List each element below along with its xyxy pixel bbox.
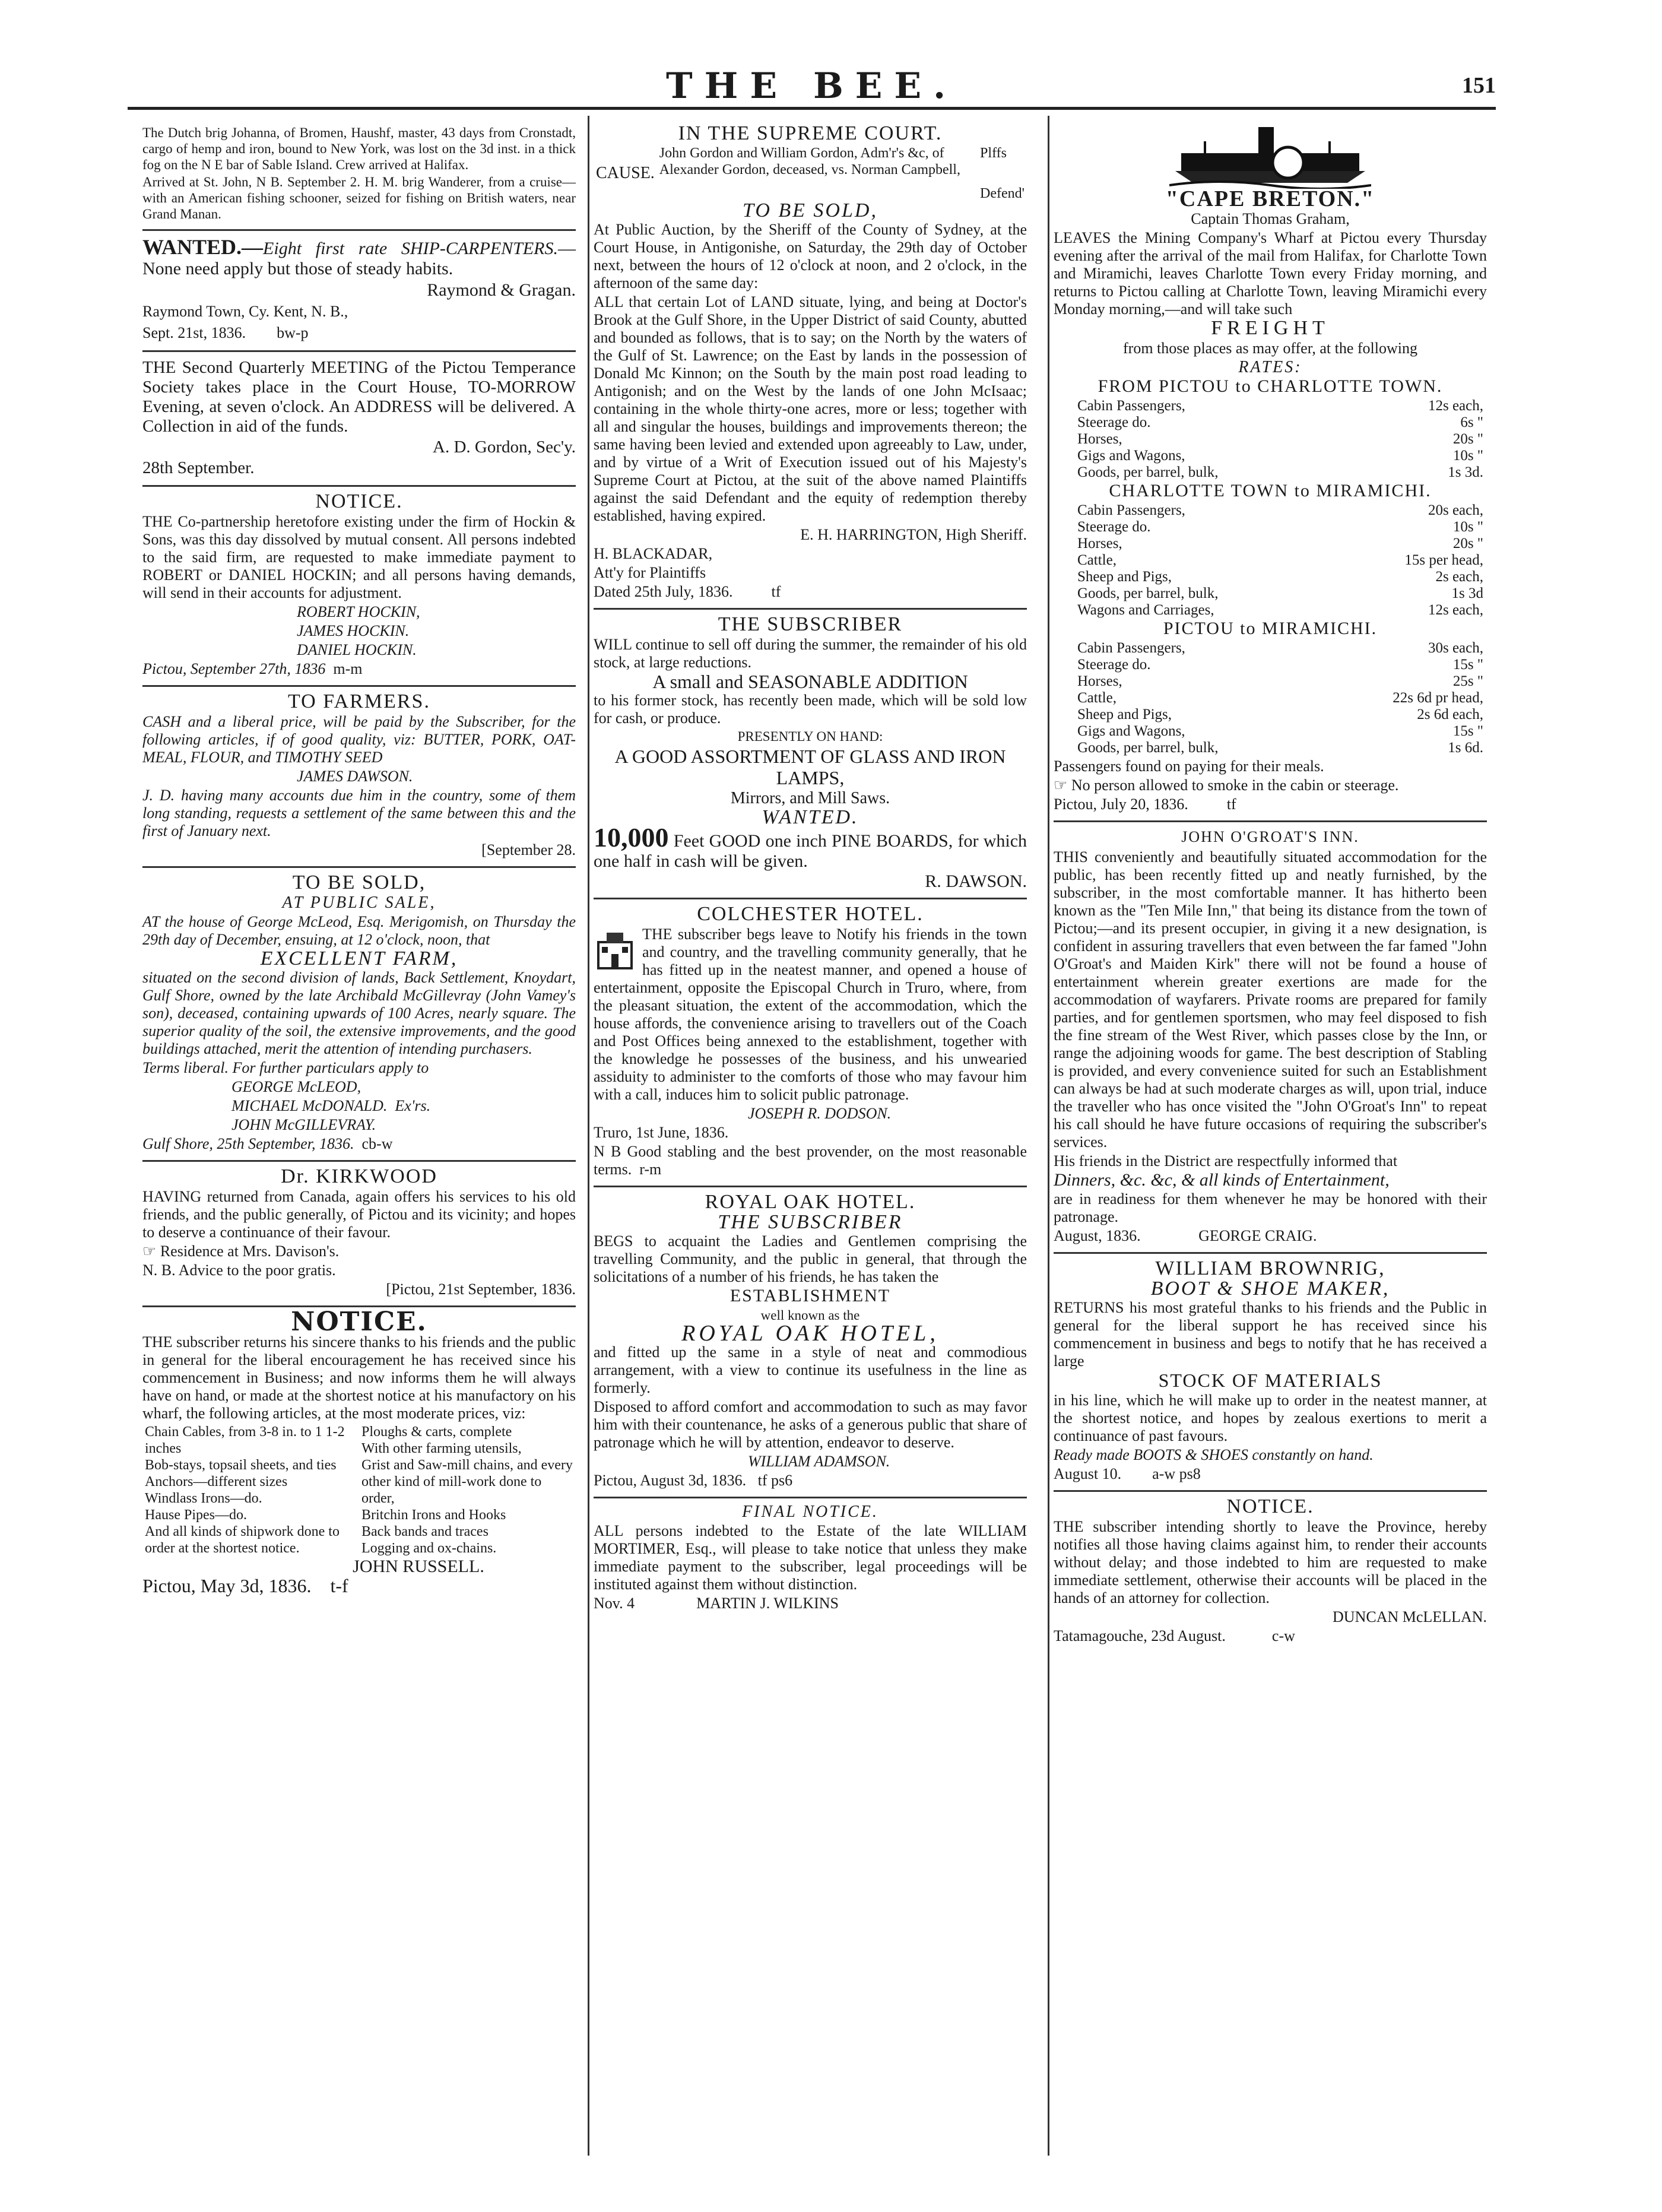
ad-body: HAVING returned from Canada, again offers his services to his old friends, and the public generally, of Pictou and its vicinity; and hopes to deserve a continuance of their favour. <box>142 1188 576 1241</box>
rate-item: Steerage do. <box>1077 414 1151 430</box>
ad-found: Passengers found on paying for their meals. <box>1054 758 1324 775</box>
rate-price: 12s each, <box>1428 602 1483 618</box>
ad-signature: ROBERT HOCKIN, <box>297 603 420 620</box>
ad-body: THE subscriber intending shortly to leave the Province, hereby notifies all those having claims against him, to render their accounts without delay; and those indebted to him are requested to make immediate settlement, otherwise their accounts will be placed in the hands of an attorney for collection. <box>1054 1518 1487 1606</box>
ad-date: 28th September. <box>142 458 255 477</box>
ad-mark: tf <box>771 583 781 600</box>
ad-rates: RATES: <box>1238 358 1302 376</box>
ad-heading: WILLIAM BROWNRIG, <box>1155 1257 1385 1279</box>
rate-row <box>1054 414 1487 431</box>
ad-attorney: H. BLACKADAR, <box>594 545 713 562</box>
ad-heading: Dr. KIRKWOOD <box>281 1165 437 1187</box>
ad-body: WILL continue to sell off during the summer, the remainder of his old stock, at large reductions. <box>594 636 1027 671</box>
rate-row <box>1054 673 1487 690</box>
ad-known: well known as the <box>760 1308 860 1323</box>
ad-subheading: TO BE SOLD, <box>743 199 878 221</box>
ad-signature: MARTIN J. WILKINS <box>696 1595 839 1612</box>
ad-body: Feet GOOD one inch PINE BOARDS, for which one half in cash will be given. <box>594 831 1027 871</box>
column-middle <box>594 119 1027 1620</box>
rate-row <box>1054 535 1487 552</box>
ad-colchester-hotel <box>594 899 1027 1187</box>
rate-item: Horses, <box>1077 431 1122 447</box>
column-left <box>142 119 576 1602</box>
ad-brownrig <box>1054 1254 1487 1492</box>
list-item: Hause Pipes—do. <box>145 1507 247 1523</box>
ad-body: are in readiness for them whenever he may be honored with their patronage. <box>1054 1190 1487 1225</box>
rate-row <box>1054 640 1487 657</box>
ad-heading: IN THE SUPREME COURT. <box>678 122 943 144</box>
rate-row <box>1054 690 1487 706</box>
steamship-icon <box>1169 123 1371 189</box>
ad-wanted-carpenters <box>142 231 576 352</box>
ad-mark: cb-w <box>361 1135 393 1152</box>
ad-signature: R. DAWSON. <box>925 872 1027 891</box>
rate-price: 30s each, <box>1428 640 1483 656</box>
ad-mark: r-m <box>639 1161 662 1178</box>
route-heading: FROM PICTOU to CHARLOTTE TOWN. <box>1098 376 1443 396</box>
ad-signature: A. D. Gordon, Sec'y. <box>433 438 576 457</box>
ad-mark: m-m <box>333 660 363 677</box>
ad-body: RETURNS his most grateful thanks to his friends and the Public in general for the liberal support he has received since his commencement in business and begs to notify that he has received a large <box>1054 1299 1487 1370</box>
rate-item: Steerage do. <box>1077 657 1151 673</box>
pointing-hand-icon: ☞ <box>1054 777 1068 794</box>
ad-mark: bw-p <box>277 324 309 341</box>
ad-stock: STOCK OF MATERIALS <box>1158 1370 1382 1391</box>
rate-price: 20s " <box>1452 431 1483 447</box>
ad-john-ogroats-inn <box>1054 822 1487 1254</box>
ad-body: THE Second Quarterly MEETING of the Pictou Temperance Society takes place in the Court House, TO-MORROW Evening, at seven o'clock. An ADDRESS will be delivered. A Collection in aid of the funds. <box>142 358 576 436</box>
rate-item: Goods, per barrel, bulk, <box>1077 585 1219 601</box>
rate-row <box>1054 431 1487 448</box>
list-item: And all kinds of shipwork done to order at the shortest notice. <box>145 1524 340 1556</box>
ad-attorney: Att'y for Plaintiffs <box>594 564 706 581</box>
ad-body: THE subscriber returns his sincere thanks to his friends and the public in general for the liberal encouragement he has received since his commencement in Business; and now informs them he will always have on hand, or made at the shortest notice at his manufactory on his wharf, the following articles, at the most moderate prices, viz: <box>142 1333 576 1422</box>
rate-item: Cattle, <box>1077 690 1117 706</box>
news-item: The Dutch brig Johanna, of Bromen, Haushf, master, 43 days from Cronstadt, cargo of hemp and iron, bound to New York, was lost on the 3d inst. in a thick fog on the N E bar of Sable Island. Crew arrived at Halifax. <box>142 125 576 172</box>
ad-hockin-notice <box>142 487 576 687</box>
list-item: With other farming utensils, <box>361 1441 522 1456</box>
ad-signature: DANIEL HOCKIN. <box>297 641 417 658</box>
ad-heading: COLCHESTER HOTEL. <box>697 903 924 925</box>
ad-date: Dated 25th July, 1836. <box>594 583 733 600</box>
ad-heading: NOTICE. <box>291 1307 427 1337</box>
rates-table <box>1054 398 1487 481</box>
ad-body: BEGS to acquaint the Ladies and Gentlemen comprising the travelling Community, and the public in general, that through the solicitations of a number of his friends, he has taken the <box>594 1232 1027 1285</box>
ad-date: Truro, 1st June, 1836. <box>594 1124 729 1141</box>
ad-date: Pictou, August 3d, 1836. <box>594 1472 747 1489</box>
rate-price: 2s 6d each, <box>1417 706 1483 722</box>
ad-heading: "CAPE BRETON." <box>1165 186 1375 211</box>
ad-dinners: Dinners, &c. &c, & all kinds of Entertainment, <box>1054 1170 1390 1190</box>
ad-body: situated on the second division of lands, Back Settlement, Knoydart, Gulf Shore, owned by the late Archibald McGillevray (John Vamey's son), deceased, containing upwards of 100 Acres, nearly square. The superior quality of the soil, the extensive improvements, and the good buildings attached, merit the attention of intending purchasers. <box>142 969 576 1057</box>
ad-mirrors: Mirrors, and Mill Saws. <box>730 789 890 807</box>
column-rule <box>588 116 589 2156</box>
shipping-news <box>142 119 576 231</box>
ad-signature: GEORGE CRAIG. <box>1198 1227 1317 1244</box>
list-item: Anchors—different sizes <box>145 1474 288 1490</box>
ad-smoke: No person allowed to smoke in the cabin or steerage. <box>1071 777 1399 794</box>
ad-royal-oak-hotel <box>594 1187 1027 1498</box>
ad-signature: MICHAEL McDONALD. <box>231 1097 388 1114</box>
ad-terms: Terms liberal. For further particulars apply to <box>142 1059 429 1076</box>
list-item: Windlass Irons—do. <box>145 1491 262 1506</box>
pointing-hand-icon: ☞ <box>142 1243 157 1260</box>
ad-heading: FINAL NOTICE. <box>742 1503 878 1521</box>
ad-nb: N. B. Advice to the poor gratis. <box>142 1262 336 1279</box>
ad-body: J. D. having many accounts due him in the country, some of them long standing, requests a settlement of the same between this and the first of January next. <box>142 787 576 839</box>
rate-price: 20s each, <box>1428 502 1483 518</box>
ad-body: and fitted up the same in a style of neat and commodious arrangement, with a view to continue its usefulness in the line as formerly. <box>594 1343 1027 1396</box>
rate-item: Steerage do. <box>1077 519 1151 535</box>
ad-freight: FREIGHT <box>1211 317 1330 339</box>
ad-body: ALL persons indebted to the Estate of the late WILLIAM MORTIMER, Esq., will please to take notice that unless they make immediate payment to the subscriber, legal proceedings will be instituted against them without distinction. <box>594 1522 1027 1593</box>
ad-residence: Residence at Mrs. Davison's. <box>160 1243 340 1260</box>
rate-item: Cabin Passengers, <box>1077 398 1185 414</box>
masthead <box>128 65 1496 119</box>
ad-sheriff: E. H. HARRINGTON, High Sheriff. <box>800 526 1027 543</box>
ad-date: Nov. 4 <box>594 1595 635 1612</box>
rate-price: 10s " <box>1452 519 1483 535</box>
ad-presently: PRESENTLY ON HAND: <box>737 729 883 744</box>
rate-row <box>1054 398 1487 414</box>
rate-price: 6s " <box>1460 414 1483 430</box>
rate-row <box>1054 740 1487 756</box>
ad-signature: Raymond & Gragan. <box>427 280 576 300</box>
ad-dr-kirkwood <box>142 1162 576 1307</box>
item-list <box>142 1424 576 1557</box>
rate-row <box>1054 657 1487 673</box>
rate-price: 10s " <box>1452 448 1483 464</box>
list-item: Bob-stays, topsail sheets, and ties <box>145 1457 337 1473</box>
rate-price: 15s per head, <box>1404 552 1483 568</box>
ad-body: LEAVES the Mining Company's Wharf at Pictou every Thursday evening after the arrival of the mail from Halifax, for Charlotte Town and Miramichi, leaves Charlotte Town every Friday morning, and returns to Pictou calling at Charlotte Town, leaving Miramichi every Monday morning,—and will take such <box>1054 229 1487 318</box>
ad-heading: NOTICE. <box>315 490 403 512</box>
rate-item: Goods, per barrel, bulk, <box>1077 740 1219 756</box>
ad-date: Pictou, May 3d, 1836. <box>142 1575 312 1596</box>
hotel-icon <box>594 928 636 971</box>
column-right <box>1054 119 1487 1652</box>
ad-date: Sept. 21st, 1836. <box>142 324 246 341</box>
rate-price: 25s " <box>1452 673 1483 689</box>
rate-row <box>1054 552 1487 569</box>
ad-hotel-name: ROYAL OAK HOTEL, <box>681 1321 939 1346</box>
list-item: Back bands and traces <box>361 1524 489 1539</box>
ad-cape-breton-steamer <box>1054 119 1487 822</box>
ad-date: Pictou, September 27th, 1836 <box>142 660 326 677</box>
ad-lead: WANTED.— <box>142 235 264 259</box>
rate-row <box>1054 448 1487 464</box>
rate-item: Horses, <box>1077 535 1122 552</box>
rate-row <box>1054 602 1487 619</box>
ad-body: ALL that certain Lot of LAND situate, lying, and being at Doctor's Brook at the Gulf Shore, in the Upper District of said County, abutted and bounded as follows, that is to say; on the North by the waters of the Gulf of St. Lawrence; on the East by lands in the possession of Donald Mc Kinnon; on the South by the main post road leading to Antigonish; and on the West by the lands of one John McIsaac; containing in the whole thirty-one acres, more or less; together with all and singular the houses, buildings and improvements thereon; the same having been levied and extended upon agreeably to Law, under, and by virtue of a Writ of Execution issued out of his Majesty's Supreme Court at Pictou, at the suit of the above named Plaintiffs against the said Defendant and the equity of redemption thereby established, having expired. <box>594 293 1027 524</box>
list-item: Chain Cables, from 3-8 in. to 1 1-2 inches <box>145 1424 345 1456</box>
list-item: Logging and ox-chains. <box>361 1541 497 1556</box>
ad-body: Eight first rate SHIP-CARPENTERS. <box>263 239 558 258</box>
ad-signature: DUNCAN McLELLAN. <box>1333 1608 1487 1625</box>
ad-signature: JOHN McGILLEVRAY. <box>231 1116 376 1133</box>
rate-item: Sheep and Pigs, <box>1077 706 1172 722</box>
rate-item: Cattle, <box>1077 552 1117 568</box>
rate-price: 1s 6d. <box>1448 740 1483 756</box>
ad-date: [Pictou, 21st September, 1836. <box>386 1281 576 1298</box>
rate-row <box>1054 706 1487 723</box>
ad-temperance-meeting <box>142 352 576 487</box>
ad-heading: THE SUBSCRIBER <box>718 613 903 635</box>
ad-heading: JOHN O'GROAT'S INN. <box>1181 828 1359 845</box>
ad-date: Tatamagouche, 23d August. <box>1054 1627 1226 1644</box>
ad-date: August, 1836. <box>1054 1227 1141 1244</box>
ad-body: — None need apply but those of steady habits. <box>142 239 576 278</box>
ad-nb: N B Good stabling and the best provender, on the most reasonable terms. <box>594 1143 1027 1178</box>
ad-body: AT the house of George McLeod, Esq. Merigomish, on Thursday the 29th day of December, ensuing, at 12 o'clock, noon, that <box>142 913 576 948</box>
rate-item: Sheep and Pigs, <box>1077 569 1172 585</box>
ad-wanted: WANTED. <box>762 806 859 828</box>
rate-price: 1s 3d <box>1451 585 1483 601</box>
ad-signature: JAMES DAWSON. <box>297 768 413 785</box>
rate-item: Cabin Passengers, <box>1077 502 1185 518</box>
rates-table <box>1054 640 1487 756</box>
ad-mark: t-f <box>330 1575 348 1596</box>
ad-exrs: Ex'rs. <box>395 1097 431 1114</box>
ad-mark: tf <box>1226 796 1236 813</box>
ad-body: At Public Auction, by the Sheriff of the County of Sydney, at the Court House, in Antigonishe, on Saturday, the 29th day of October next, between the hours of 12 o'clock at noon, and 2 o'clock, in the afternoon of the same day: <box>594 221 1027 291</box>
ad-glass: A GOOD ASSORTMENT OF GLASS AND IRON LAMPS, <box>614 746 1006 788</box>
ad-dawson-subscriber <box>594 610 1027 899</box>
ad-date: Gulf Shore, 25th September, 1836. <box>142 1135 354 1152</box>
ad-signature: GEORGE McLEOD, <box>231 1078 361 1095</box>
rate-row <box>1054 723 1487 740</box>
cause-defend: Defend' <box>980 186 1025 201</box>
route-heading: PICTOU to MIRAMICHI. <box>1163 619 1378 638</box>
ad-mclellan-notice <box>1054 1492 1487 1652</box>
rate-item: Wagons and Carriages, <box>1077 602 1214 618</box>
ad-mark: tf ps6 <box>757 1472 793 1489</box>
rate-price: 15s " <box>1452 657 1483 673</box>
ad-mark: c-w <box>1271 1627 1295 1644</box>
ad-russell-notice <box>142 1307 576 1602</box>
ad-subheading: AT PUBLIC SALE, <box>282 893 436 912</box>
ad-body: Disposed to afford comfort and accommodation to such as may favor him with their countenance, he asks of a generous public that share of patronage which he will by attention, endeavor to deserve. <box>594 1398 1027 1451</box>
rate-price: 15s " <box>1452 723 1483 739</box>
ad-signature: JOSEPH R. DODSON. <box>748 1105 892 1122</box>
ad-from: from those places as may offer, at the following <box>1123 340 1417 357</box>
masthead-rule <box>128 107 1496 110</box>
rate-item: Horses, <box>1077 673 1122 689</box>
rate-item: Gigs and Wagons, <box>1077 723 1185 739</box>
rate-row <box>1054 569 1487 585</box>
rate-row <box>1054 502 1487 519</box>
ad-establishment: ESTABLISHMENT <box>729 1286 891 1305</box>
route-heading: CHARLOTTE TOWN to MIRAMICHI. <box>1109 481 1432 500</box>
ad-public-sale <box>142 868 576 1162</box>
masthead-title: THE BEE. <box>665 65 958 107</box>
ad-body: THE Co-partnership heretofore existing under the firm of Hockin & Sons, was this day dissolved by mutual consent. All persons indebted to the said firm, are requested to make immediate payment to ROBERT or DANIEL HOCKIN; and all persons having demands, will send in their accounts for adjustment. <box>142 513 576 601</box>
cause-parties: John Gordon and William Gordon, Adm'r's &c, of Alexander Gordon, deceased, vs. Norman Campbell, <box>659 145 960 178</box>
rate-row <box>1054 519 1487 535</box>
rate-price: 22s 6d pr head, <box>1393 690 1483 706</box>
ad-body: THIS conveniently and beautifully situated accommodation for the public, has been recently fitted up and neatly furnished, by the subscriber, in the most comfortable manner. It has hitherto been known as the "Ten Mile Inn," that being its distance from the town of Pictou;—and its present occupier, in giving it a new designation, is confident in assuring travellers that even between the far famed "John O'Groat's and Maiden Kirk" there will not be found a house of entertainment wherein greater exertions are made for the accommodation of wayfarers. Private rooms are prepared for family parties, and for gentlemen sportsmen, who may feel disposed to fish the fine stream of the West River, which passes close by the Inn, or range the adjoining woods for game. The best description of Stabling is provided, and every convenience suited for such an Establishment can always be had at such moderate charges as will, upon trial, induce the traveller who has once visited the "John O'Groat's Inn" to repeat his call should he have future occasions of requiring the subscriber's services. <box>1054 848 1487 1151</box>
ad-final-notice <box>594 1498 1027 1620</box>
rate-row <box>1054 464 1487 481</box>
rate-item: Cabin Passengers, <box>1077 640 1185 656</box>
ad-body: CASH and a liberal price, will be paid by the Subscriber, for the following articles, if of good quality, viz: BUTTER, PORK, OAT-MEAL, FLOUR, and TIMOTHY SEED <box>142 713 576 766</box>
ad-heading: TO FARMERS. <box>288 690 430 712</box>
cause-label: CAUSE. <box>596 164 655 182</box>
ad-body: THE subscriber begs leave to Notify his friends in the town and country, and the travelling community generally, that he has fitted up in the neatest manner, and opened a house of entertainment, opposite the Episcopal Church in Truro, where, from the pleasant situation, the extent of the accommodation, which the house affords, the convenience arising to travellers out of the Coach and Post Offices being annexed to the establishment, together with the knowledge he possesses of the business, and his unwearied assiduity to administer to the comforts of those who may favour him with a call, induces him to solicit public patronage. <box>594 926 1027 1103</box>
rate-item: Goods, per barrel, bulk, <box>1077 464 1219 480</box>
ad-date: Pictou, July 20, 1836. <box>1054 796 1188 813</box>
rate-price: 12s each, <box>1428 398 1483 414</box>
ad-signature: WILLIAM ADAMSON. <box>748 1453 890 1470</box>
ad-date: [September 28. <box>481 841 576 858</box>
rate-price: 20s " <box>1452 535 1483 552</box>
news-item: Arrived at St. John, N B. September 2. H. M. brig Wanderer, from a cruise—with an American fishing schooner, seized for fishing on British waters, near Grand Manan. <box>142 175 576 221</box>
ad-body: in his line, which he will make up to order in the neatest manner, at the shortest notice, and hopes by zealous exertions to merit a continuance of past favours. <box>1054 1392 1487 1444</box>
ad-body: to his former stock, has recently been made, which will be sold low for cash, or produce. <box>594 692 1027 727</box>
rate-row <box>1054 585 1487 602</box>
list-item: Ploughs & carts, complete <box>361 1424 512 1440</box>
rates-table <box>1054 502 1487 619</box>
ad-mark: a-w ps8 <box>1152 1465 1201 1482</box>
ad-supreme-court <box>594 119 1027 610</box>
list-item: Grist and Saw-mill chains, and every other kind of mill-work done to order, <box>361 1457 573 1506</box>
rate-price: 2s each, <box>1435 569 1483 585</box>
ad-subheading: BOOT & SHOE MAKER, <box>1150 1278 1390 1300</box>
cause-plffs: Plffs <box>980 145 1007 161</box>
rate-item: Gigs and Wagons, <box>1077 448 1185 464</box>
ad-place: Raymond Town, Cy. Kent, N. B., <box>142 303 348 320</box>
page-number: 151 <box>1462 73 1496 98</box>
ad-date: August 10. <box>1054 1465 1122 1482</box>
ad-addition: A small and SEASONABLE ADDITION <box>652 671 968 692</box>
ad-heading: TO BE SOLD, <box>292 872 426 893</box>
ad-captain: Captain Thomas Graham, <box>1191 210 1350 227</box>
ad-ready: Ready made BOOTS & SHOES constantly on hand. <box>1054 1446 1374 1463</box>
ad-to-farmers <box>142 687 576 868</box>
ad-signature: JAMES HOCKIN. <box>297 622 410 639</box>
ad-heading: ROYAL OAK HOTEL. <box>705 1191 916 1213</box>
rate-price: 1s 3d. <box>1448 464 1483 480</box>
ad-heading: NOTICE. <box>1226 1495 1314 1517</box>
column-rule <box>1048 116 1049 2156</box>
list-item: Britchin Irons and Hooks <box>361 1507 506 1523</box>
ad-signature: JOHN RUSSELL. <box>353 1557 484 1576</box>
ad-farm-title: EXCELLENT FARM, <box>260 947 458 969</box>
ad-subheading: THE SUBSCRIBER <box>718 1211 903 1233</box>
boards-quantity: 10,000 <box>594 822 669 853</box>
ad-body: His friends in the District are respectfully informed that <box>1054 1152 1398 1170</box>
